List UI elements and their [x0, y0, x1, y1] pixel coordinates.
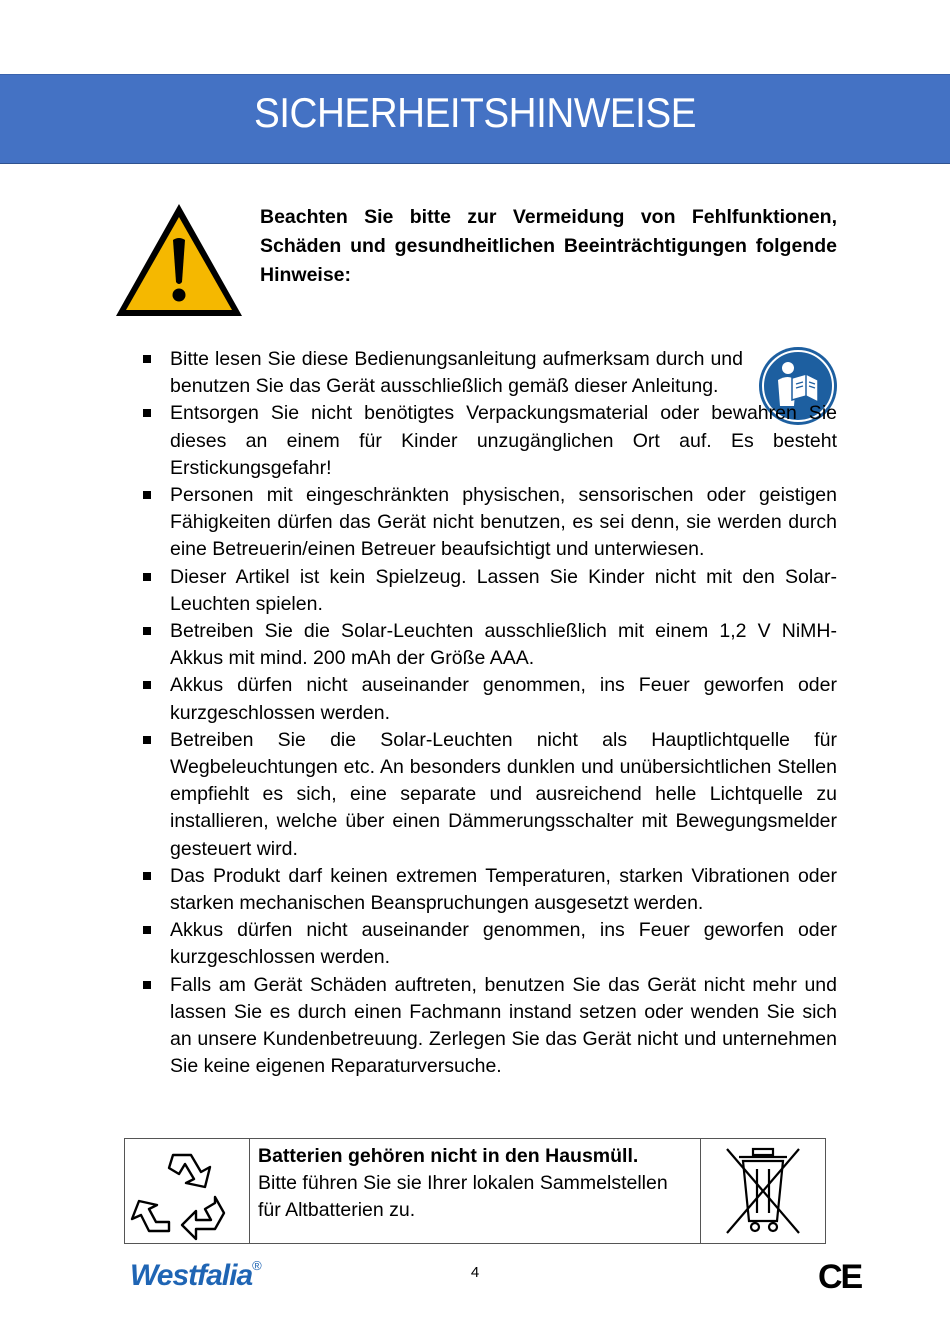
recycle-icon	[125, 1139, 249, 1243]
battery-text	[250, 1139, 700, 1243]
list-item: Betreiben Sie die Solar-Leuchten ausschließlich mit einem 1,2 V NiMH-Akkus mit mind. 200 mAh der Größe AAA.	[142, 618, 837, 672]
recycle-cell	[125, 1139, 250, 1243]
intro-text: Beachten Sie bitte zur Vermeidung von Fehlfunktionen, Schäden und gesundheitlichen Beeinträchtigungen folgende Hinweise:	[260, 206, 837, 286]
safety-list	[142, 346, 837, 1080]
list-item: Akkus dürfen nicht auseinander genommen, ins Feuer geworfen oder kurzgeschlossen werden.	[142, 917, 837, 971]
warning-triangle-icon	[112, 200, 246, 320]
battery-title: Batterien gehören nicht in den Hausmüll.	[258, 1145, 639, 1167]
list-item: Entsorgen Sie nicht benötigtes Verpackungsmaterial oder bewahren Sie dieses an einem für Kinder unzugänglichen Ort auf. Es besteht Erstickungsgefahr!	[142, 400, 837, 482]
list-item: Akkus dürfen nicht auseinander genommen, ins Feuer geworfen oder kurzgeschlossen werden.	[142, 672, 837, 726]
battery-disposal-notice	[124, 1138, 826, 1244]
battery-description: Bitte führen Sie sie Ihrer lokalen Sammelstellen für Altbatterien zu.	[258, 1172, 668, 1221]
page-number: 4	[470, 1264, 480, 1281]
brand-name: Westfalia	[130, 1259, 253, 1292]
list-item: Bitte lesen Sie diese Bedienungsanleitung aufmerksam durch und benutzen Sie das Gerät ausschließlich gemäß dieser Anleitung.	[142, 346, 743, 400]
list-item: Personen mit eingeschränkten physischen, sensorischen oder geistigen Fähigkeiten dürfen das Gerät nicht benutzen, es sei denn, sie werden durch eine Betreuerin/einen Betreuer beaufsichtigt und unterwiesen.	[142, 482, 837, 564]
registered-mark: ®	[252, 1258, 262, 1273]
title-banner	[0, 74, 950, 164]
list-item: Falls am Gerät Schäden auftreten, benutzen Sie das Gerät nicht mehr und lassen Sie es durch einen Fachmann instand setzen oder wenden Sie sich an unsere Kundenbetreuung. Zerlegen Sie das Gerät nicht und unternehmen Sie keine eigenen Reparaturversuche.	[142, 972, 837, 1081]
page-title: SICHERHEITSHINWEISE	[253, 89, 697, 136]
list-item: Betreiben Sie die Solar-Leuchten nicht als Hauptlichtquelle für Wegbeleuchtungen etc. An besonders dunklen und unübersichtlichen Stellen empfiehlt es sich, eine separate und ausreichend helle Lichtquelle zu installieren, welche über einen Dämmerungsschalter mit Bewegungsmelder gesteuert wird.	[142, 727, 837, 863]
ce-mark: CE	[818, 1258, 862, 1296]
brand-logo	[130, 1258, 262, 1294]
list-item: Dieser Artikel ist kein Spielzeug. Lassen Sie Kinder nicht mit den Solar-Leuchten spielen.	[142, 564, 837, 618]
list-item: Das Produkt darf keinen extremen Temperaturen, starken Vibrationen oder starken mechanischen Beanspruchungen ausgesetzt werden.	[142, 863, 837, 917]
crossed-out-bin-icon	[701, 1139, 825, 1243]
bin-cell	[700, 1139, 825, 1243]
